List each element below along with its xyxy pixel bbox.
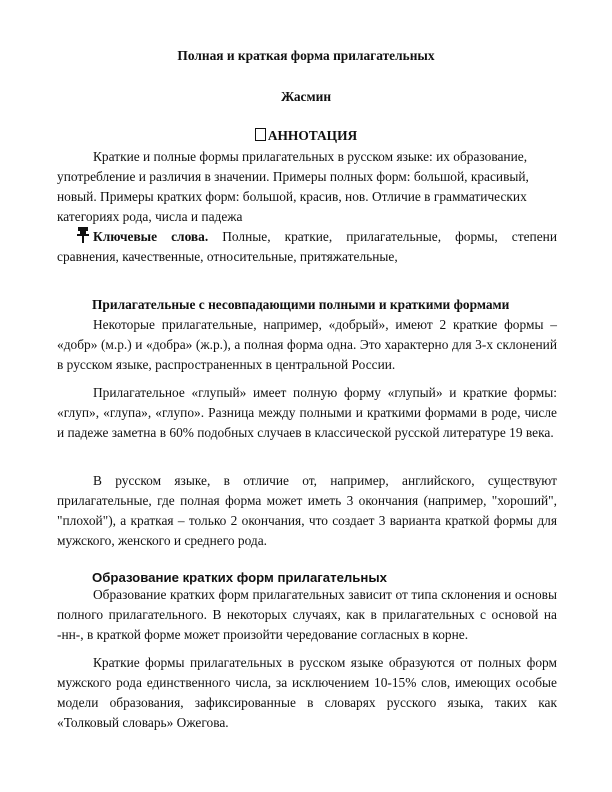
- keywords-label: Ключевые слова.: [93, 229, 209, 244]
- document-title: Полная и краткая форма прилагательных: [177, 48, 435, 63]
- annotation-heading: [0, 126, 612, 146]
- section2-paragraph-1: Образование кратких форм прилагательных зависит от типа склонения и основы полного прилагательного. В некоторых случаях, как в прилагательных с основой на -нн-, в краткой форме может произойти чередование согласных в корне.: [57, 587, 557, 642]
- section1-paragraph-3: В русском языке, в отличие от, например, английского, существуют прилагательные, где полная форма может иметь 3 окончания (например, "хороший", "плохой"), а краткая – только 2 окончания, что создает 3 варианта краткой формы для мужского, женского и среднего рода.: [57, 473, 557, 548]
- document-author: Жасмин: [280, 89, 332, 104]
- section1-paragraph-2: Прилагательное «глупый» имеет полную форму «глупый» и краткие формы: «глуп», «глупа», «глупо». Разница между полными и краткими формами в роде, числе и падеже заметна в 60% подобных случаев в классической русской литературе 19 века.: [57, 385, 557, 440]
- keywords-list: Полные, краткие, прилагательные, формы, степени сравнения, качественные, относительные, притяжательные,: [57, 229, 557, 264]
- section2-paragraph-2: Краткие формы прилагательных в русском языке образуются от полных форм мужского рода единственного числа, за исключением 10-15% слов, имеющих особые модели образования, зафиксированные в словарях русского языка, таких как «Толковый словарь» Ожегова.: [57, 655, 557, 730]
- section-heading-mismatched-forms: Прилагательные с несовпадающими полными и краткими формами: [92, 297, 510, 312]
- annotation-heading-text: АННОТАЦИЯ: [267, 128, 358, 143]
- keywords-paragraph: [57, 227, 557, 267]
- section1-paragraph-1: Некоторые прилагательные, например, «добрый», имеют 2 краткие формы – «добр» (м.р.) и «добра» (ж.р.), а полная форма одна. Это характерно для 3-х склонений в русском языке, распространенных в центральной России.: [57, 317, 557, 372]
- missing-glyph-box-icon: [255, 128, 266, 141]
- pushpin-icon: [67, 229, 93, 243]
- section-heading-short-form-formation: Образование кратких форм прилагательных: [92, 570, 387, 585]
- annotation-paragraph: Краткие и полные формы прилагательных в русском языке: их образование, употребление и различия в значении. Примеры полных форм: большой, красивый, новый. Примеры кратких форм: большой, красив, нов. Отличие в грамматических категориях рода, числа и падежа: [57, 149, 529, 224]
